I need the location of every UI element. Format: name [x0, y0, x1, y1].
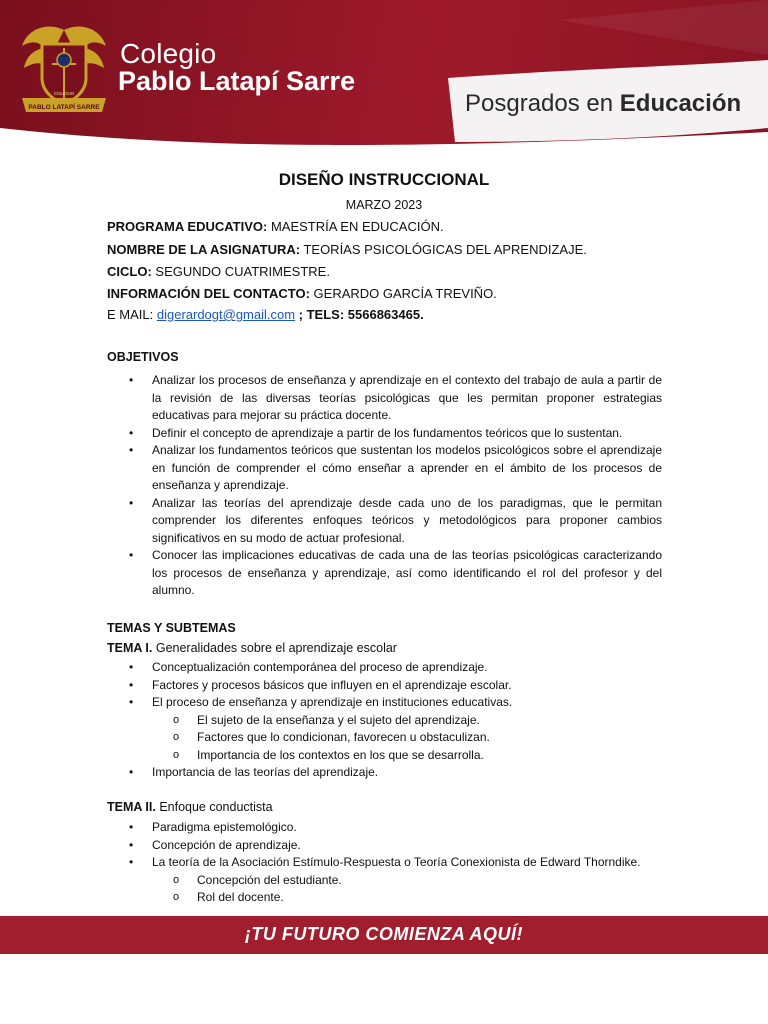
sub-list-item-text: Importancia de los contextos en los que se desarrolla. — [197, 747, 484, 762]
tema1-list — [107, 659, 662, 782]
list-item: • Analizar los fundamentos teóricos que sustentan los modelos psicológicos sobre el aprendizaje en función de comprender el cómo enseñar a aprender en el ámbito de los procesos de enseñanza y aprendizaje. — [129, 443, 662, 492]
brand-name-bottom: Pablo Latapí Sarre — [118, 66, 356, 96]
list-item: • Paradigma epistemológico. — [129, 820, 297, 834]
tels-value: 5566863465. — [347, 307, 424, 322]
programa-line — [107, 219, 444, 234]
brand-name-top: Colegio — [120, 38, 217, 69]
list-item: • Importancia de las teorías del aprendizaje. — [129, 765, 379, 779]
email-label: E MAIL: — [107, 307, 157, 322]
tema1-heading — [107, 641, 397, 655]
programa-label: PROGRAMA EDUCATIVO: — [107, 219, 268, 234]
sub-list-item-text: Concepción del estudiante. — [197, 872, 342, 887]
list-item: • Analizar las teorías del aprendizaje desde cada uno de los paradigmas, que le permitan comprender los diferentes enfoques teóricos y metodológicos para proponer cambios significativos en su modo de actuar profesional. — [129, 495, 662, 545]
temas-heading: TEMAS Y SUBTEMAS — [107, 621, 236, 635]
document-title: DISEÑO INSTRUCCIONAL — [278, 170, 490, 189]
contacto-value: GERARDO GARCÍA TREVIÑO. — [309, 286, 497, 301]
header-decoration — [0, 0, 768, 150]
tels-label: ; TELS: — [295, 307, 348, 322]
ciclo-label: CICLO: — [107, 264, 152, 279]
sub-list-item-text: Factores que lo condicionan, favorecen u obstaculizan. — [197, 730, 490, 744]
ciclo-value: SEGUNDO CUATRIMESTRE. — [151, 264, 330, 279]
sub-list-item-text: Rol del docente. — [197, 890, 284, 904]
contacto-line — [107, 286, 497, 301]
list-item: • La teoría de la Asociación Estímulo-Respuesta o Teoría Conexionista de Edward Thorndike. o Concepción del estudiante. o Rol del docente. — [107, 854, 662, 907]
tema1-label: TEMA I. — [107, 641, 153, 655]
list-item-text: Importancia de las teorías del aprendizaje. — [152, 765, 379, 779]
posgrados-title — [465, 90, 741, 118]
list-item-text: Factores y procesos básicos que influyen en el aprendizaje escolar. — [152, 677, 512, 692]
email-line — [107, 307, 424, 322]
sub-list-item: o El sujeto de la enseñanza y el sujeto del aprendizaje. — [173, 712, 480, 727]
objetivos-list — [107, 372, 662, 600]
posgrados-bold: Educación — [619, 90, 742, 117]
asignatura-label: NOMBRE DE LA ASIGNATURA: — [107, 242, 301, 257]
tema2-heading — [107, 800, 273, 814]
ciclo-line — [107, 264, 330, 279]
list-item-text: El proceso de enseñanza y aprendizaje en instituciones educativas. — [152, 695, 513, 709]
email-link[interactable]: digerardogt@gmail.com — [156, 307, 296, 322]
tema2-title: Enfoque conductista — [155, 800, 273, 814]
posgrados-regular: Posgrados en — [465, 90, 620, 117]
list-item-text: Conceptualización contemporánea del proceso de aprendizaje. — [152, 660, 488, 674]
tema1-title: Generalidades sobre el aprendizaje escolar — [152, 641, 397, 655]
list-item-text: Analizar los fundamentos teóricos que sustentan los modelos psicológicos sobre el aprendizaje en función de comprender el cómo enseñar a aprender en el ámbito de los procesos de enseñanza y aprendizaje. — [152, 443, 662, 492]
school-logo — [18, 20, 110, 120]
tema2-label: TEMA II. — [107, 800, 156, 814]
objetivos-heading: OBJETIVOS — [107, 350, 179, 364]
programa-value: MAESTRÍA EN EDUCACIÓN. — [267, 219, 444, 234]
list-item-text: Analizar las teorías del aprendizaje desde cada uno de los paradigmas, que le permitan comprender los diferentes enfoques teóricos y metodológicos para proponer cambios significativos en su modo de actuar profesional. — [152, 495, 662, 545]
asignatura-line — [107, 242, 587, 257]
tema2-list — [107, 819, 662, 907]
tema1-sublist — [152, 712, 662, 765]
sub-list-item: o Rol del docente. — [173, 890, 284, 904]
tema2-sublist — [152, 872, 662, 907]
list-item: • Concepción de aprendizaje. — [129, 837, 301, 852]
asignatura-value: TEORÍAS PSICOLÓGICAS DEL APRENDIZAJE. — [300, 242, 587, 257]
list-item-text: Analizar los procesos de enseñanza y aprendizaje en el contexto del trabajo de aula a partir de la revisión de las diversas teorías psicológicas que les permitan proponer estrategias educativas para mejorar su práctica docente. — [152, 373, 662, 422]
list-item-text: Conocer las implicaciones educativas de cada una de las teorías psicológicas caracterizando los procesos de enseñanza y aprendizaje, así como identificando el rol del profesor y del alumno. — [152, 548, 662, 597]
logo-banner-text: PABLO LATAPÍ SARRE — [28, 104, 100, 111]
logo-small-text: COLEGIO — [53, 91, 75, 96]
footer-slogan: ¡TU FUTURO COMIENZA AQUÍ! — [244, 924, 524, 944]
list-item: • Analizar los procesos de enseñanza y aprendizaje en el contexto del trabajo de aula a partir de la revisión de las diversas teorías psicológicas que les permitan proponer estrategias educativas para mejorar su práctica docente. — [129, 373, 662, 422]
list-item-text: Concepción de aprendizaje. — [152, 837, 301, 852]
list-item: • Conceptualización contemporánea del proceso de aprendizaje. — [129, 660, 488, 674]
list-item: • Definir el concepto de aprendizaje a partir de los fundamentos teóricos que lo sustentan. — [129, 425, 623, 440]
sub-list-item: o Importancia de los contextos en los que se desarrolla. — [173, 747, 484, 762]
sub-list-item: o Concepción del estudiante. — [173, 872, 342, 887]
list-item: • Factores y procesos básicos que influyen en el aprendizaje escolar. — [129, 677, 512, 692]
list-item: • Conocer las implicaciones educativas de cada una de las teorías psicológicas caracterizando los procesos de enseñanza y aprendizaje, así como identificando el rol del profesor y del alumno. — [129, 548, 662, 597]
list-item: • El proceso de enseñanza y aprendizaje en instituciones educativas. o El sujeto de la enseñanza y el sujeto del aprendizaje. o Factores que lo condicionan, favorecen u obstaculizan. o Importancia de los contextos en los que se desarrolla. — [107, 694, 662, 764]
contacto-label: INFORMACIÓN DEL CONTACTO: — [107, 286, 310, 301]
document-date: MARZO 2023 — [345, 198, 423, 212]
sub-list-item-text: El sujeto de la enseñanza y el sujeto del aprendizaje. — [197, 712, 480, 727]
list-item-text: Paradigma epistemológico. — [152, 820, 297, 834]
list-item-text: Definir el concepto de aprendizaje a partir de los fundamentos teóricos que lo sustentan. — [152, 425, 623, 440]
page-footer — [0, 916, 768, 954]
page-header — [0, 0, 768, 150]
sub-list-item: o Factores que lo condicionan, favorecen u obstaculizan. — [173, 730, 490, 744]
list-item-text: La teoría de la Asociación Estímulo-Respuesta o Teoría Conexionista de Edward Thorndike. — [152, 855, 641, 869]
